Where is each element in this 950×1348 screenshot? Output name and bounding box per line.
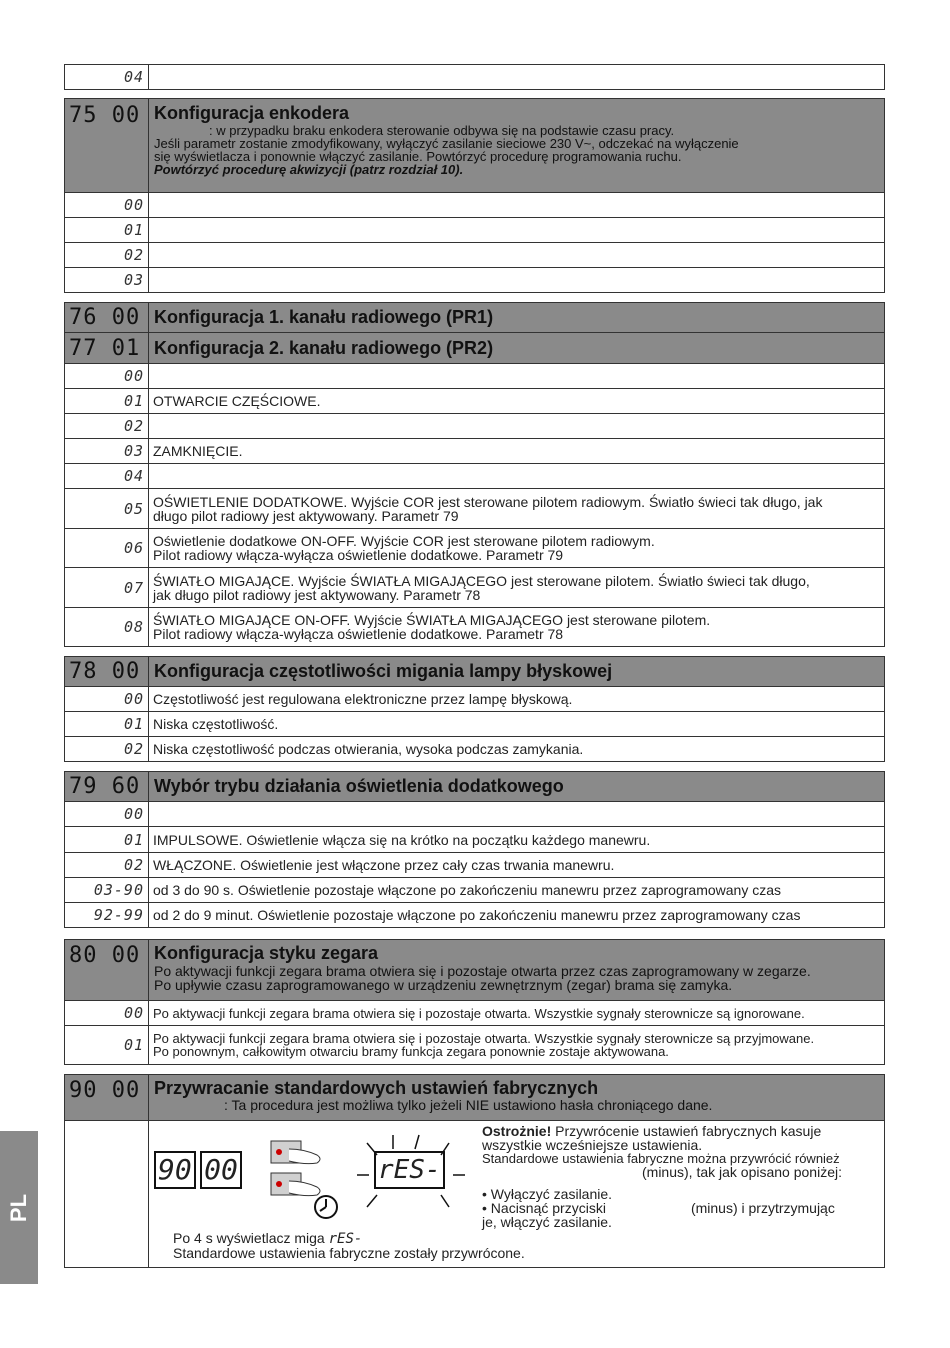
option-code: 01 [65,827,149,853]
option-code: 06 [65,529,149,568]
option-code: 01 [65,389,149,414]
reset-warning: Ostrożnie! Przywrócenie ustawień fabrycznych kasuje wszystkie wcześniejsze ustawienia. Standardowe ustawienia fabryczne można przywrócić również (minus), tak jak opisano poniżej: • Wyłączyć zasilanie. • Nacisnąć przyciski (minus) i przytrzymując je, włączyć zasilanie. [482,1124,882,1229]
section-header [149,940,885,1001]
clock-icon [312,1193,340,1221]
section-header [149,1075,885,1121]
option-code: 00 [65,687,149,712]
section-title: Konfiguracja 1. kanału radiowego (PR1) [149,303,885,333]
section-title: Konfiguracja enkodera [154,103,350,123]
section-title: Wybór trybu działania oświetlenia dodatkowego [149,772,885,802]
option-desc: OTWARCIE CZĘŚCIOWE. [149,389,885,414]
param-code: 04 [65,65,149,90]
section-code: 90 00 [65,1075,149,1121]
section-header [149,99,885,193]
section-note: Po upływie czasu zaprogramowanego w urządzeniu zewnętrznym (zegar) brama się zamyka. [154,977,733,993]
table-encoder [64,98,885,293]
table-clock-contact [64,939,885,1065]
section-title: Konfiguracja częstotliwości migania lampy błyskowej [149,657,885,687]
option-desc [149,464,885,489]
option-desc [149,218,885,243]
option-desc [149,364,885,389]
option-code: 05 [65,489,149,529]
option-desc: Oświetlenie dodatkowe ON-OFF. Wyjście COR jest sterowane pilotem radiowym. Pilot radiowy włącza-wyłącza oświetlenie dodatkowe. Parametr 79 [149,529,885,568]
option-code: 03 [65,439,149,464]
table-04 [64,64,885,90]
section-note: Powtórzyć procedurę akwizycji (patrz rozdział 10). [154,162,464,177]
bullet-item: • Nacisnąć przyciski (minus) i przytrzymując [482,1200,835,1216]
option-code: 02 [65,853,149,878]
bullet-item: • Wyłączyć zasilanie. [482,1186,613,1202]
section-note: się wyświetlacza i ponownie włączyć zasilanie. Powtórzyć procedurę programowania ruchu. [154,149,682,164]
option-code: 01 [65,1026,149,1065]
option-code: 01 [65,218,149,243]
option-code: 01 [65,712,149,737]
section-code: 80 00 [65,940,149,1001]
option-code: 00 [65,193,149,218]
option-desc: Niska częstotliwość. [149,712,885,737]
option-desc: ŚWIATŁO MIGAJĄCE ON-OFF. Wyjście ŚWIATŁA MIGAJĄCEGO jest sterowane pilotem. Pilot radiowy włącza-wyłącza oświetlenie dodatkowe. Parametr 78 [149,608,885,647]
display-9000 [154,1151,242,1189]
bullet-item: je, włączyć zasilanie. [482,1214,612,1230]
option-code: 02 [65,737,149,762]
option-code: 02 [65,414,149,439]
option-desc: Niska częstotliwość podczas otwierania, wysoka podczas zamykania. [149,737,885,762]
section-code: 77 01 [65,333,149,364]
option-desc: ZAMKNIĘCIE. [149,439,885,464]
option-desc [149,802,885,827]
option-desc [149,414,885,439]
option-code: 04 [65,464,149,489]
section-title: Konfiguracja styku zegara [154,943,379,963]
option-desc [149,268,885,293]
option-desc: WŁĄCZONE. Oświetlenie jest włączone przez cały czas trwania manewru. [149,853,885,878]
option-code: 03 [65,268,149,293]
section-code: 78 00 [65,657,149,687]
section-title: Konfiguracja 2. kanału radiowego (PR2) [149,333,885,364]
option-desc: OŚWIETLENIE DODATKOWE. Wyjście COR jest sterowane pilotem radiowym. Światło świeci tak długo, jak długo pilot radiowy jest aktywowany. Parametr 79 [149,489,885,529]
table-courtesy-light [64,771,885,928]
option-desc: od 2 do 9 minut. Oświetlenie pozostaje włączone po zakończeniu manewru przez zaprogramowany czas [149,903,885,928]
reset-procedure [149,1121,885,1268]
option-code: 00 [65,364,149,389]
section-note: Po aktywacji funkcji zegara brama otwiera się i pozostaje otwarta przez czas zaprogramowany w zegarze. [154,963,811,979]
section-note: Jeśli parametr zostanie zmodyfikowany, wyłączyć zasilanie sieciowe 230 V~, odczekać na wyłączenie [154,136,739,151]
option-desc: Po aktywacji funkcji zegara brama otwiera się i pozostaje otwarta. Wszystkie sygnały sterownicze są przyjmowane. Po ponownym, całkowitym otwarciu bramy funkcja zegara ponownie zostaje aktywowana. [149,1026,885,1065]
option-code: 02 [65,243,149,268]
display-digit-left: 90 [154,1151,196,1189]
section-note: : w przypadku braku enkodera sterowanie odbywa się na podstawie czasu pracy. [209,123,675,138]
option-code: 07 [65,568,149,608]
option-desc: IMPULSOWE. Oświetlenie włącza się na krótko na początku każdego manewru. [149,827,885,853]
option-desc: od 3 do 90 s. Oświetlenie pozostaje włączone po zakończeniu manewru przez zaprogramowany czas [149,878,885,903]
option-desc: ŚWIATŁO MIGAJĄCE. Wyjście ŚWIATŁA MIGAJĄCEGO jest sterowane pilotem. Światło świeci tak długo, jak długo pilot radiowy jest aktywowany. Parametr 78 [149,568,885,608]
option-code: 92-99 [65,903,149,928]
option-code: 00 [65,802,149,827]
option-code: 03-90 [65,878,149,903]
display-digit-right: 00 [200,1151,242,1189]
table-flash-frequency [64,656,885,762]
option-desc [149,193,885,218]
table-factory-reset [64,1074,885,1268]
section-note: : Ta procedura jest możliwa tylko jeżeli NIE ustawiono hasła chroniącego dane. [224,1097,713,1113]
option-desc: Częstotliwość jest regulowana elektroniczne przez lampę błyskową. [149,687,885,712]
table-radio-channels [64,302,885,647]
empty-cell [65,1121,149,1268]
option-code: 00 [65,1001,149,1026]
section-code: 76 00 [65,303,149,333]
warning-bold: Ostrożnie! [482,1123,552,1139]
option-desc: Po aktywacji funkcji zegara brama otwiera się i pozostaje otwarta. Wszystkie sygnały sterownicze są ignorowane. [149,1001,885,1026]
display-res: rES- [374,1151,445,1189]
section-code: 75 00 [65,99,149,193]
section-title: Przywracanie standardowych ustawień fabrycznych [154,1078,599,1098]
param-desc [149,65,885,90]
language-label: PL [6,1193,31,1222]
reset-footer: Po 4 s wyświetlacz miga rES- Standardowe ustawienia fabryczne zostały przywrócone. [173,1230,525,1261]
language-tab [0,1131,38,1284]
option-code: 08 [65,608,149,647]
section-code: 79 60 [65,772,149,802]
option-desc [149,243,885,268]
